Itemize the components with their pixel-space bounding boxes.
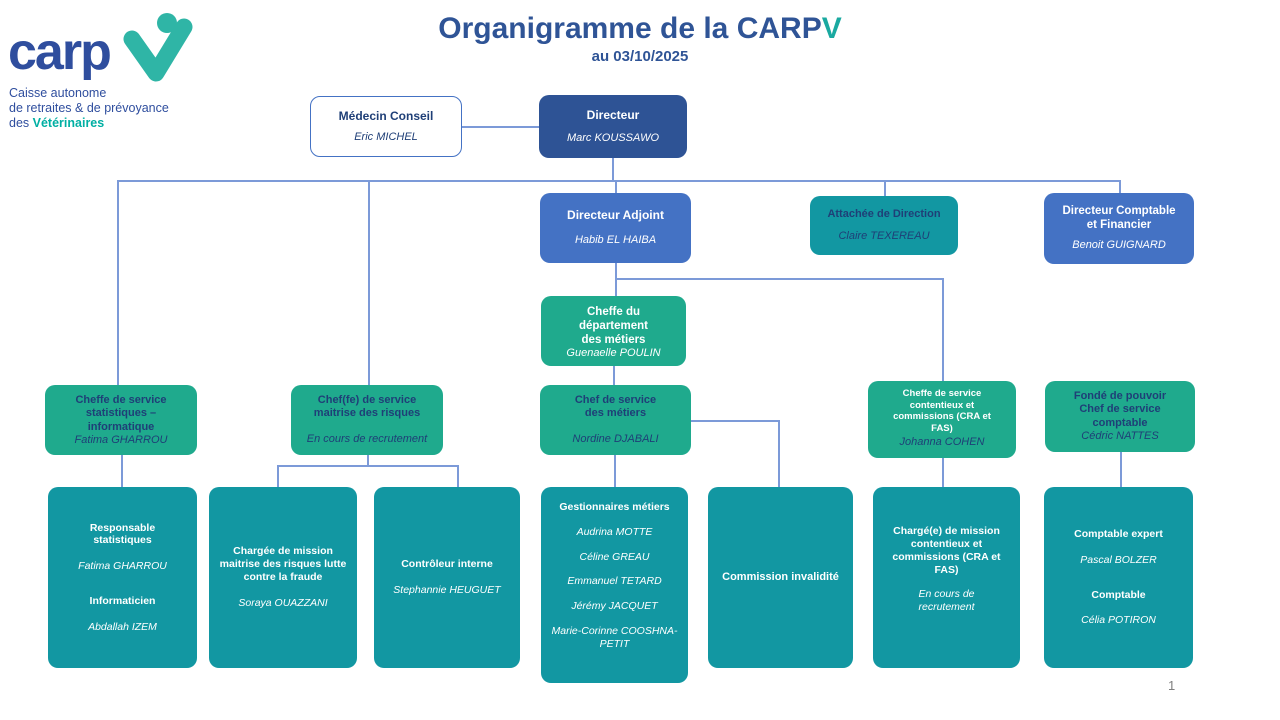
node-person: Eric MICHEL	[354, 130, 418, 143]
connector-line	[884, 180, 886, 196]
node-person: Johanna COHEN	[899, 435, 985, 448]
node-person: Marie-Corinne COOSHNA-PETIT	[551, 624, 678, 650]
node-chargee-mission-risques	[209, 487, 357, 668]
connector-line	[368, 180, 370, 385]
node-person: Habib EL HAIBA	[574, 234, 657, 247]
node-person: Fatima GHARROU	[74, 434, 168, 447]
node-person: Soraya OUAZZANI	[238, 596, 328, 609]
logo-wordmark: carp	[8, 23, 110, 81]
node-person: Marc KOUSSAWO	[566, 131, 660, 144]
logo-tagline-line2: de retraites & de prévoyance	[9, 100, 169, 115]
logo-tagline-prefix: des	[9, 115, 33, 130]
node-person: Pascal BOLZER	[1080, 553, 1157, 566]
node-title: Chargée de mission maitrise des risques lutte contre la fraude	[219, 545, 347, 583]
node-commission-invalidite	[708, 487, 853, 668]
connector-line	[615, 180, 617, 193]
node-directeur-adjoint	[540, 193, 691, 263]
node-title: Contrôleur interne	[401, 558, 493, 571]
page-number: 1	[1168, 678, 1176, 693]
node-cheffe-departement-metiers	[541, 296, 686, 366]
node-comptables	[1044, 487, 1193, 668]
connector-line	[942, 458, 944, 487]
node-gestionnaires-metiers	[541, 487, 688, 683]
node-person: Cédric NATTES	[1081, 430, 1159, 443]
logo-tagline	[9, 86, 169, 130]
node-title: Médecin Conseil	[338, 108, 434, 123]
node-title-secondary: Comptable	[1091, 588, 1146, 601]
node-person-secondary: Célia POTIRON	[1081, 614, 1156, 627]
page-header	[330, 12, 950, 65]
node-title-secondary: Informaticien	[89, 594, 156, 607]
connector-line	[614, 455, 616, 487]
node-title: Commission invalidité	[722, 570, 839, 583]
connector-line	[462, 126, 539, 128]
node-fonde-pouvoir	[1045, 381, 1195, 452]
node-title: Directeur	[586, 107, 640, 122]
connector-line	[691, 420, 778, 422]
node-cheffe-statistiques	[45, 385, 197, 455]
node-person: Claire TEXEREAU	[838, 229, 930, 242]
node-directeur-comptable	[1044, 193, 1194, 264]
node-title: Directeur Comptable et Financier	[1062, 205, 1176, 232]
node-title: Attachée de Direction	[827, 208, 941, 221]
page-subtitle: au 03/10/2025	[591, 48, 689, 65]
node-title: Comptable expert	[1074, 527, 1163, 540]
connector-line	[615, 278, 942, 280]
connector-line	[778, 420, 780, 487]
node-attachee-direction	[810, 196, 958, 255]
node-person: Guenaelle POULIN	[566, 347, 661, 360]
node-person: Céline GREAU	[579, 550, 650, 563]
node-title: Chef(fe) de service maitrise des risques	[313, 394, 421, 420]
node-cheffe-contentieux	[868, 381, 1016, 458]
node-directeur	[539, 95, 687, 158]
node-title: Directeur Adjoint	[567, 208, 664, 223]
node-title: Cheffe de service statistiques – informatique	[75, 394, 167, 433]
connector-line	[612, 158, 614, 180]
connector-line	[121, 455, 123, 487]
connector-line	[117, 180, 119, 385]
connector-line	[942, 278, 944, 381]
node-chef-service-metiers	[540, 385, 691, 455]
connector-line	[117, 180, 1120, 182]
node-title: Chargé(e) de mission contentieux et commissions (CRA et FAS)	[892, 525, 1001, 576]
node-title: Gestionnaires métiers	[559, 501, 670, 513]
node-title: Fondé de pouvoir Chef de service comptable	[1073, 390, 1167, 429]
node-title: Cheffe du département des métiers	[578, 306, 649, 347]
connector-line	[1120, 452, 1122, 487]
node-person: Jérémy JACQUET	[571, 600, 658, 613]
node-person: Emmanuel TETARD	[567, 575, 662, 588]
person-check-v-icon	[120, 12, 198, 84]
connector-line	[1119, 180, 1121, 193]
node-controleur-interne	[374, 487, 520, 668]
node-person-secondary: Abdallah IZEM	[88, 620, 157, 633]
connector-line	[277, 465, 458, 467]
node-person: Fatima GHARROU	[78, 560, 167, 573]
node-person: Audrina MOTTE	[576, 525, 653, 538]
logo-tagline-line1: Caisse autonome	[9, 86, 107, 100]
page-title-accent: V	[821, 12, 842, 45]
connector-line	[457, 465, 459, 487]
node-status: En cours de recrutement	[918, 588, 975, 614]
node-medecin-conseil	[310, 96, 462, 157]
node-person: Stephannie HEUGUET	[393, 584, 501, 596]
node-chef-maitrise-risques	[291, 385, 443, 455]
connector-line	[613, 366, 615, 385]
connector-line	[615, 263, 617, 296]
node-person: Benoit GUIGNARD	[1072, 239, 1166, 252]
node-title: Responsable statistiques	[89, 521, 156, 547]
node-status: En cours de recrutement	[306, 432, 428, 445]
page-title-main: Organigramme de la CARP	[438, 12, 822, 45]
page-title	[330, 12, 950, 45]
node-charge-mission-contentieux	[873, 487, 1020, 668]
logo-tagline-accent: Vétérinaires	[32, 115, 105, 130]
node-responsable-statistiques	[48, 487, 197, 668]
logo-tagline-line3	[9, 116, 169, 131]
node-title: Cheffe de service contentieux et commissions (CRA et FAS)	[893, 388, 991, 434]
node-person: Nordine DJABALI	[572, 432, 659, 445]
connector-line	[277, 465, 279, 487]
node-title: Chef de service des métiers	[574, 394, 657, 420]
